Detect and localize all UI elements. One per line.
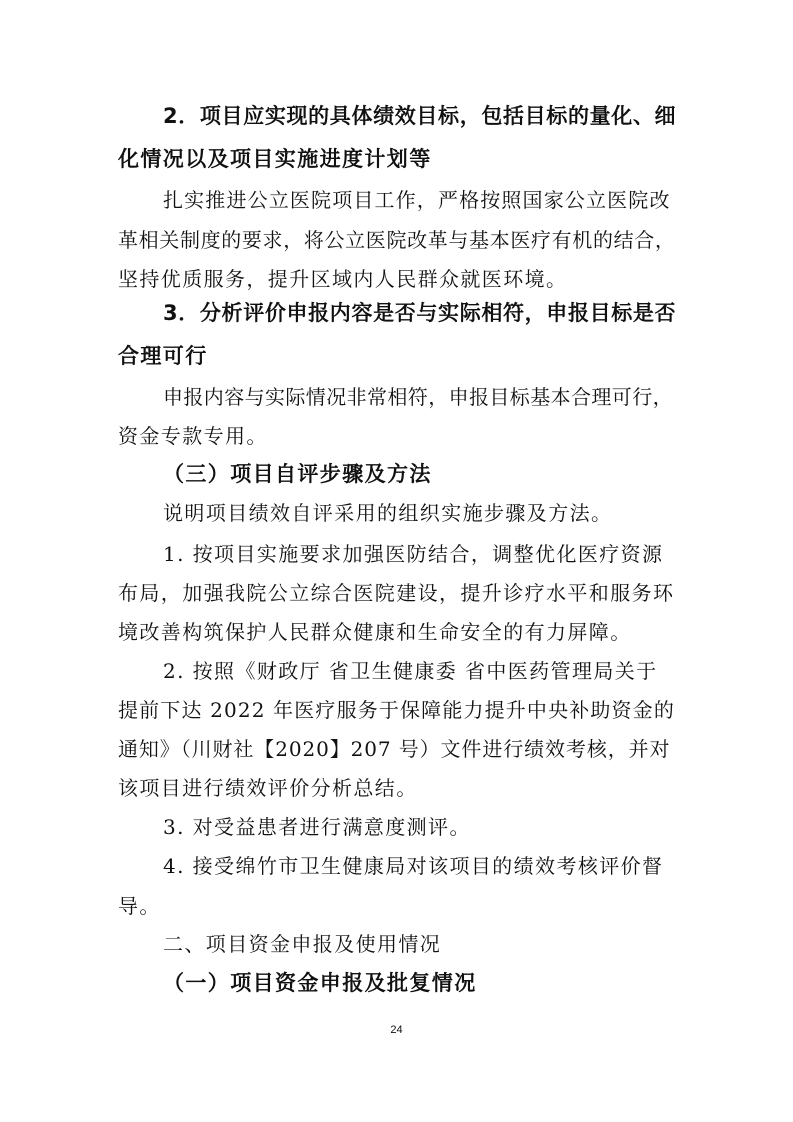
page-number: 24 (390, 1024, 403, 1036)
list-item-2-cont: 该项目进行绩效评价分析总结。 (118, 776, 418, 800)
list-item-3: 3. 对受益患者进行满意度测评。 (163, 815, 471, 839)
list-item-2-cont: 通知》（川财社【2020】207 号）文件进行绩效考核，并对 (118, 737, 671, 761)
list-item-2-cont: 提前下达 2022 年医疗服务于保障能力提升中央补助资金的 (118, 698, 675, 722)
paragraph-line: 资金专款专用。 (118, 424, 268, 448)
chapter-heading: 二、项目资金申报及使用情况 (163, 932, 442, 956)
paragraph-line: 扎实推进公立医院项目工作，严格按照国家公立医院改 (163, 188, 671, 212)
list-item-2: 2. 按照《财政厅 省卫生健康委 省中医药管理局关于 (163, 659, 658, 683)
list-item-1: 1. 按项目实施要求加强医防结合，调整优化医疗资源 (163, 542, 664, 566)
section-heading-3: 3．分析评价申报内容是否与实际相符，申报目标是否 (163, 301, 677, 325)
paragraph-line: 坚持优质服务，提升区域内人民群众就医环境。 (118, 267, 568, 291)
list-item-1-cont: 布局，加强我院公立综合医院建设，提升诊疗水平和服务环 (118, 581, 675, 605)
section-heading-2: 2．项目应实现的具体绩效目标，包括目标的量化、细 (163, 104, 677, 128)
paragraph-line: 申报内容与实际情况非常相符，申报目标基本合理可行， (163, 385, 673, 409)
list-item-4: 4. 接受绵竹市卫生健康局对该项目的绩效考核评价督 (163, 854, 664, 878)
subsection-heading-3: （三）项目自评步骤及方法 (163, 462, 432, 486)
section-heading-2-cont: 化情况以及项目实施进度计划等 (118, 147, 432, 171)
subsection-heading-1: （一）项目资金申报及批复情况 (163, 971, 477, 995)
section-heading-3-cont: 合理可行 (118, 344, 208, 368)
paragraph-line: 革相关制度的要求，将公立医院改革与基本医疗有机的结合， (118, 228, 676, 252)
list-item-1-cont: 境改善构筑保护人民群众健康和生命安全的有力屏障。 (118, 620, 632, 644)
list-item-4-cont: 导。 (118, 894, 161, 918)
paragraph-line: 说明项目绩效自评采用的组织实施步骤及方法。 (163, 501, 613, 525)
